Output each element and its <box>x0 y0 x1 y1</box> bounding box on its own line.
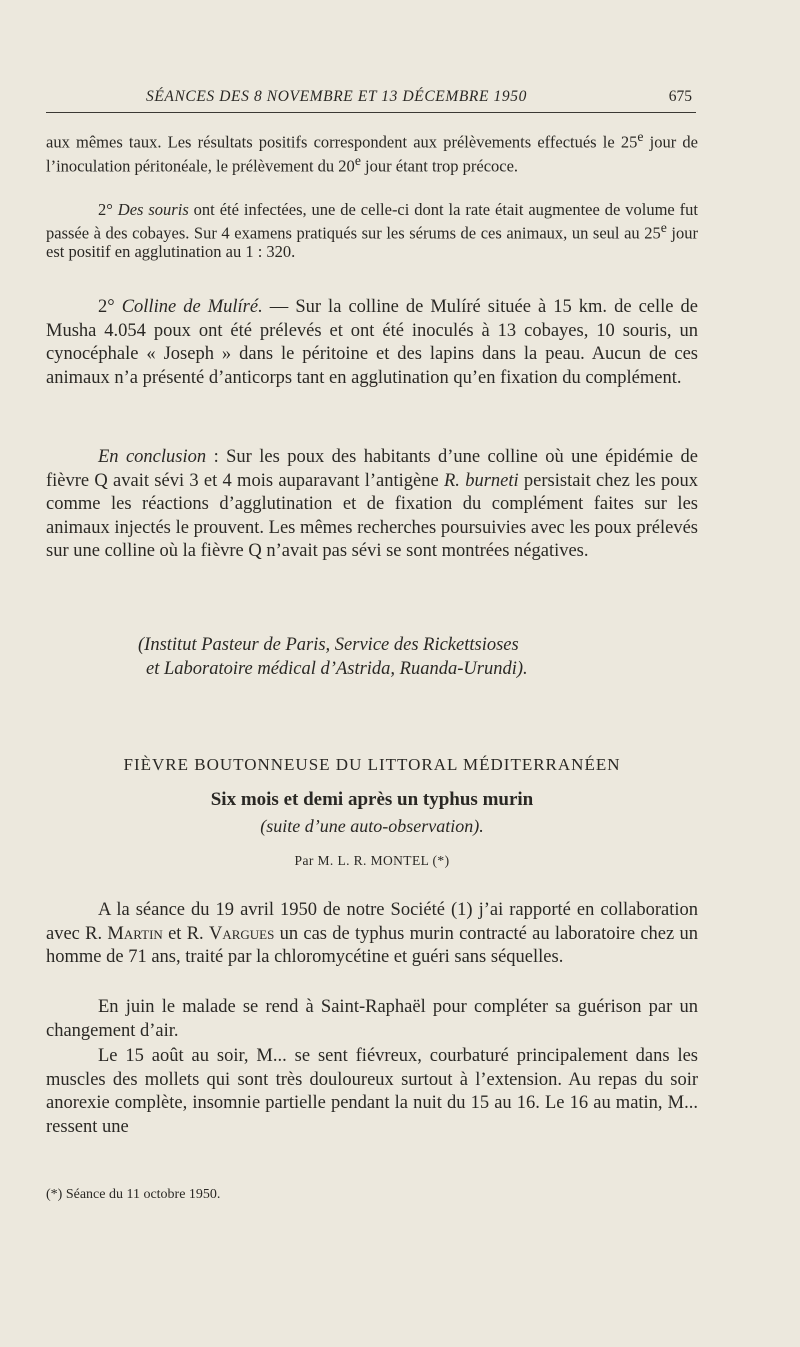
top-paragraph-text-3: jour étant trop précoce. <box>360 156 519 176</box>
superscript: e <box>660 220 667 236</box>
affiliation-line-2: et Laboratoire médical d’Astrida, Ruanda-Urundi). <box>146 658 528 679</box>
list-number: 2° <box>98 297 115 317</box>
person-name: Vargues <box>208 923 275 944</box>
running-header <box>46 86 696 113</box>
top-paragraph-text: aux mêmes taux. Les résultats positifs correspondent aux prélèvements effectués le 25 <box>46 132 638 152</box>
article-author: Par M. L. R. MONTEL (*) <box>294 853 450 868</box>
body-text: un cas de typhus murin contracté au laboratoire chez un homme de 71 ans, traité par la chloromycétine et guéri sans séquelles. <box>46 923 698 968</box>
page-number: 675 <box>668 88 692 105</box>
body-paragraph-1 <box>46 899 698 970</box>
superscript: e <box>354 152 361 168</box>
body-paragraph-2: En juin le malade se rend à Saint-Raphaël pour compléter sa guérison par un changement d’air. <box>46 997 698 1041</box>
conclusion-paragraph <box>46 446 698 564</box>
article-subsubtitle: (suite d’une auto-observation). <box>260 816 484 836</box>
species-name: R. burneti <box>444 470 519 491</box>
body-text: et R. <box>162 923 209 944</box>
superscript: e <box>637 129 644 144</box>
mice-paragraph <box>46 201 698 261</box>
top-paragraph-text-2: jour de l’inoculation péritonéale, le prélèvement du 20 <box>46 132 698 176</box>
conclusion-text-2: persistait chez les poux comme les réactions d’agglutination et de fixation du complément faites sur les animaux injectés le prouvent. Les mêmes recherches poursuivies avec les poux prélevés sur une colline où la fièvre Q n’avait pas sévi se sont montrées négatives. <box>46 470 699 562</box>
article-section-title: FIÈVRE BOUTONNEUSE DU LITTORAL MÉDITERRANÉEN <box>123 755 621 774</box>
colline-text: — Sur la colline de Mulíré située à 15 km. de celle de Musha 4.054 poux ont été prélevés et ont été inoculés à 13 cobayes, 10 souris, un cynocéphale « Joseph » dans le péritoine et des lapins dans la peau. Aucun de ces animaux n’a présenté d’anticorps tant en agglutination qu’en fixation du complément. <box>46 297 698 388</box>
body-text: A la séance du 19 avril 1950 de notre Société (1) j’ai rapporté en collaboration avec R. <box>46 900 698 944</box>
conclusion-lead: En conclusion <box>98 447 207 467</box>
colline-title: Colline de Mulíré. <box>121 297 263 317</box>
colline-paragraph <box>46 296 698 390</box>
footnote: (*) Séance du 11 octobre 1950. <box>46 1187 221 1202</box>
affiliation <box>138 634 698 681</box>
person-name: Martin <box>107 923 163 944</box>
mice-text: ont été infectées, une de celle-ci dont la rate était augmentee de volume fut passée à des cobayes. Sur 4 examens pratiqués sur les sérums de ces animaux, un seul au 25 <box>46 200 699 243</box>
conclusion-text: : Sur les poux des habitants d’une colline où une épidémie de fièvre Q avait sévi 3 et 4 mois auparavant l’antigène <box>46 447 698 491</box>
running-header-title: SÉANCES DES 8 NOVEMBRE ET 13 DÉCEMBRE 1950 <box>146 88 527 105</box>
article-subtitle: Six mois et demi après un typhus murin <box>210 789 534 810</box>
affiliation-line-1: (Institut Pasteur de Paris, Service des Rickettsioses <box>138 635 519 655</box>
top-paragraph <box>46 128 698 175</box>
mice-text-2: jour est positif en agglutination au 1 : 320. <box>46 223 698 261</box>
mice-lead: Des souris <box>117 200 189 219</box>
body-paragraph-3: Le 15 août au soir, M... se sent fiévreux, courbaturé principalement dans les muscles des mollets qui sont très douloureux surtout à l’extension. Au repas du soir anorexie complète, insomnie partielle pendant la nuit du 15 au 16. Le 16 au matin, M... ressent une <box>46 1046 698 1137</box>
list-number: 2° <box>98 200 113 219</box>
